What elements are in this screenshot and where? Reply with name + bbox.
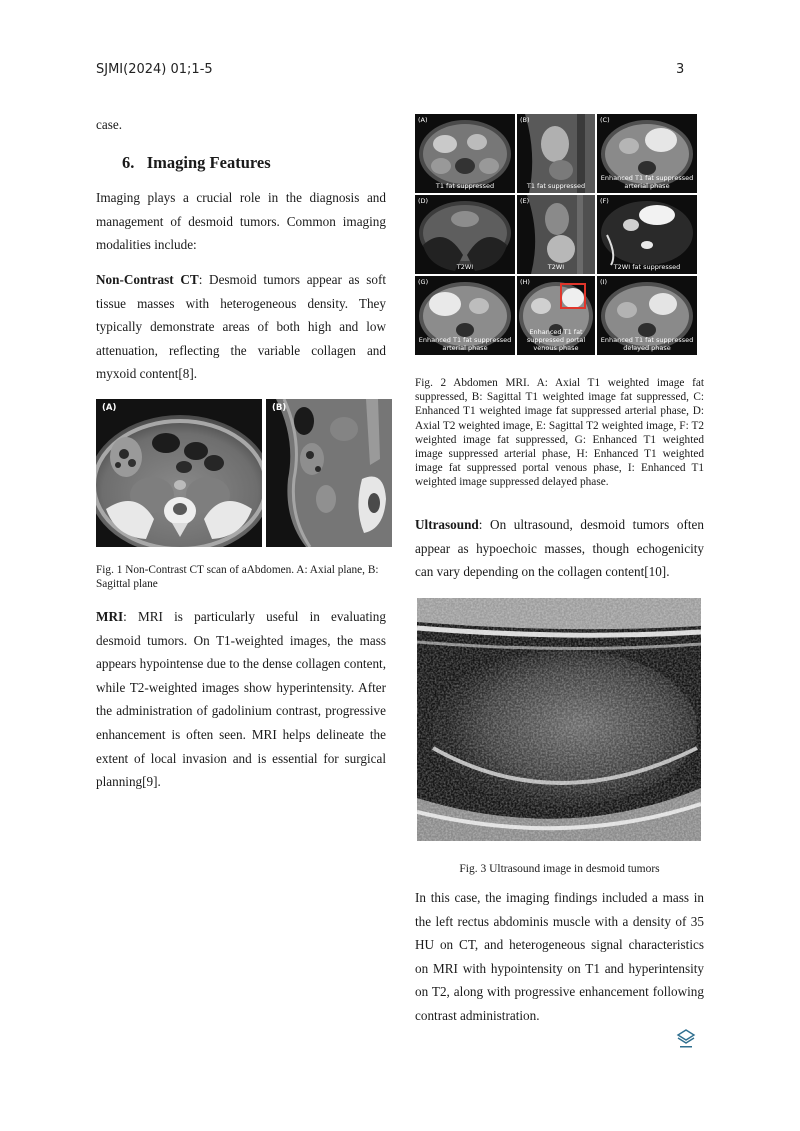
mri-label-b: (B): [520, 116, 530, 124]
panel-label-a: (A): [102, 403, 117, 413]
ultrasound-text: : On ultrasound, desmoid tumors often appear as hypoechoic masses, though echogenicity can vary depending on the collagen content[10].: [415, 517, 704, 580]
panel-label-b: (B): [272, 403, 287, 413]
section-title: Imaging Features: [146, 153, 271, 172]
continued-text: case.: [96, 117, 122, 132]
ultrasound-term: Ultrasound: [415, 517, 479, 532]
case-findings-paragraph: In this case, the imaging findings included a mass in the left rectus abdominis muscle with a density of 35 HU on CT, and heterogeneous signal characteristics on MRI with hypointensity on T1 and hyperintensity on T2, along with progressive enhancement following contrast administration.: [415, 890, 704, 1023]
mri-caption-c: Enhanced T1 fat suppressed arterial phase: [600, 174, 694, 190]
mri-term: MRI: [96, 609, 124, 624]
mri-caption-i: Enhanced T1 fat suppressed delayed phase: [600, 336, 694, 352]
ct-text: : Desmoid tumors appear as soft tissue masses with heterogeneous density. They typically demonstrate areas of both high and low attenuation, reflecting the variable collagen and myxoid content[8].: [96, 272, 386, 382]
mri-paragraph: [96, 605, 386, 794]
mri-caption-h: Enhanced T1 fat suppressed portal venous phase: [526, 328, 586, 352]
ct-sagittal-image: [266, 399, 392, 547]
mri-panel-c: [597, 114, 697, 193]
mri-caption-b: T1 fat suppressed: [526, 182, 586, 190]
mri-label-g: (G): [418, 278, 429, 286]
mri-caption-f: T2WI fat suppressed: [613, 263, 681, 271]
mri-panel-d: [415, 195, 515, 274]
mri-panel-b: [517, 114, 595, 193]
mri-panel-a: [415, 114, 515, 193]
page-number: 3: [676, 62, 685, 77]
ultrasound-image: [417, 598, 701, 841]
mri-panel-g: [415, 276, 515, 355]
mri-label-e: (E): [520, 197, 530, 205]
mri-panel-i: [597, 276, 697, 355]
figure-1-caption: Fig. 1 Non-Contrast CT scan of aAbdomen. A: Axial plane, B: Sagittal plane: [96, 564, 379, 591]
mri-label-d: (D): [418, 197, 429, 205]
intro-paragraph: Imaging plays a crucial role in the diagnosis and management of desmoid tumors. Common imaging modalities include:: [96, 190, 386, 253]
mri-label-c: (C): [600, 116, 610, 124]
mri-label-f: (F): [600, 197, 609, 205]
mri-text: : MRI is particularly useful in evaluating desmoid tumors. On T1-weighted images, the mass appears hypointense due to the dense collagen content, while T2-weighted images show hyperintensity. After the administration of gadolinium contrast, progressive enhancement is often seen. MRI helps delineate the extent of local invasion and is essential for surgical planning[9].: [96, 609, 386, 790]
figure-2-caption: Fig. 2 Abdomen MRI. A: Axial T1 weighted image fat suppressed, B: Sagittal T1 weighted image fat suppressed, C: Enhanced T1 weighted image fat suppressed arterial phase, D: Axial T2 weighted image, E: Sagittal T2 weighted image, F: T2 weighted image fat suppressed, G: Enhanced T1 weighted image suppressed arterial phase, H: Enhanced T1 weighted image fat suppressed portal venous phase, I: Enhanced T1 weighted image suppressed delayed phase.: [415, 377, 704, 489]
ct-axial-image: [96, 399, 262, 547]
running-header: SJMI(2024) 01;1-5: [96, 62, 213, 77]
figure-1: [96, 399, 392, 547]
mri-caption-a: T1 fat suppressed: [435, 182, 495, 190]
layered-stack-icon: [674, 1028, 698, 1050]
mri-caption-e: T2WI: [547, 263, 565, 271]
mri-caption-d: T2WI: [456, 263, 474, 271]
section-number: 6.: [122, 153, 135, 172]
mri-label-h: (H): [520, 278, 530, 286]
ct-term: Non-Contrast CT: [96, 272, 199, 287]
section-heading: [122, 153, 271, 173]
mri-panel-f: [597, 195, 697, 274]
mri-panel-h: [517, 276, 595, 355]
ultrasound-paragraph: [415, 513, 704, 584]
ct-paragraph: [96, 268, 386, 386]
figure-2: [415, 114, 697, 355]
mri-caption-g: Enhanced T1 fat suppressed arterial phase: [418, 336, 512, 352]
figure-3-caption: Fig. 3 Ultrasound image in desmoid tumors: [459, 863, 660, 875]
mri-panel-e: [517, 195, 595, 274]
mri-label-a: (A): [418, 116, 428, 124]
mri-label-i: (I): [600, 278, 607, 286]
